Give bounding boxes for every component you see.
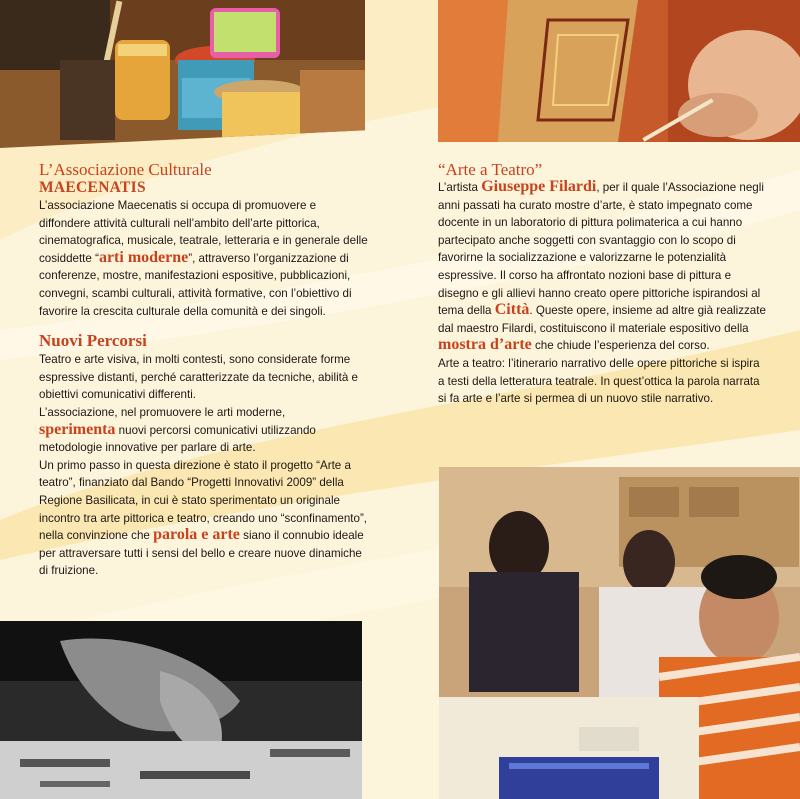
intro-text-after: ”, attraverso l’organizzazione di conferenze, mostre, manifestazioni espositive, pubblicazioni, convegni, scambi culturali, attività formative, con l’obiettivo di favorire la crescita culturale della comunità e dei singoli. bbox=[39, 251, 352, 318]
para1-text-3: . Queste opere, insieme ad altre già realizzate dal maestro Filardi, costituiscono il materiale espositivo della bbox=[438, 304, 766, 335]
section-heading-nuovi-percorsi: Nuovi Percorsi bbox=[39, 331, 147, 351]
photo-hand-painting bbox=[438, 0, 800, 142]
association-heading-name: MAECENATIS bbox=[39, 179, 146, 196]
highlight-parola-e-arte: parola e arte bbox=[153, 526, 240, 544]
highlight-mostra-darte: mostra d’arte bbox=[438, 336, 532, 354]
photo-workshop bbox=[439, 467, 800, 799]
photo-bw-hands bbox=[0, 621, 362, 799]
highlight-arti-moderne: arti moderne bbox=[98, 248, 189, 266]
para2-text-after: nuovi percorsi comunicativi utilizzando metodologie innovative per parlare di arte. bbox=[39, 423, 316, 455]
nuovi-percorsi-para2 bbox=[39, 404, 369, 457]
association-heading-line1: L’Associazione Culturale bbox=[39, 160, 212, 179]
right-column bbox=[438, 160, 768, 408]
arte-a-teatro-para1 bbox=[438, 179, 768, 355]
intro-text-before: L’associazione Maecenatis si occupa di promuovere e diffondere attività culturali nell’ambito dell’arte pittorica, cinematografica, musicale, teatrale, letteraria e in generale delle cosiddette “ bbox=[39, 199, 368, 265]
para3-text-before: Un primo passo in questa direzione è stato il progetto “Arte a teatro”, finanziato dal Bando “Progetti Innovativi 2009” della Regione Basilicata, in cui è stato sperimentato un originale incontro tra arte pittorica e teatro, creando uno “sconfinamento”, nella convinzione che bbox=[39, 458, 368, 543]
nuovi-percorsi-para1: Teatro e arte visiva, in molti contesti, sono considerate forme espressive distanti, perché caratterizzate da tecniche, abilità e obiettivi comunicativi differenti. bbox=[39, 353, 358, 402]
highlight-artist-name: Giuseppe Filardi bbox=[481, 178, 597, 195]
highlight-sperimenta: sperimenta bbox=[39, 420, 116, 438]
arte-a-teatro-para2: Arte a teatro: l’itinerario narrativo delle opere pittoriche si ispira a testi della letteratura teatrale. In quest’ottica la parola narrata si fa arte e l’arte si permea di un nuovo stile narrativo. bbox=[438, 356, 760, 406]
para1-text-4: che chiude l’esperienza del corso. bbox=[534, 339, 710, 353]
nuovi-percorsi-para3 bbox=[39, 457, 369, 580]
association-intro bbox=[39, 197, 369, 320]
highlight-citta: Città bbox=[494, 301, 530, 319]
para1-text-1: L’artista bbox=[438, 181, 478, 194]
arte-a-teatro-heading: “Arte a Teatro” bbox=[438, 160, 543, 179]
photo-paint-jars bbox=[0, 0, 365, 148]
para1-text-2: , per il quale l’Associazione negli anni passati ha curato mostre d’arte, è stato impegnato come docente in un laboratorio di pittura polimaterica a cui hanno partecipato anche soggetti con svantaggio con lo scopo di favorirne la socializzazione e valorizzarne le potenzialità espressive. Il corso ha affrontato nozioni base di pittura e disegno e gli allievi hanno creato opere pittoriche ispirandosi al tema della bbox=[438, 181, 764, 318]
para2-text-before: L’associazione, nel promuovere le arti moderne, bbox=[39, 405, 286, 419]
left-column bbox=[39, 160, 369, 580]
para3-text-after: siano il connubio ideale per attraversare tutti i sensi del bello e creare nuove dinamiche di fruizione. bbox=[39, 529, 364, 578]
